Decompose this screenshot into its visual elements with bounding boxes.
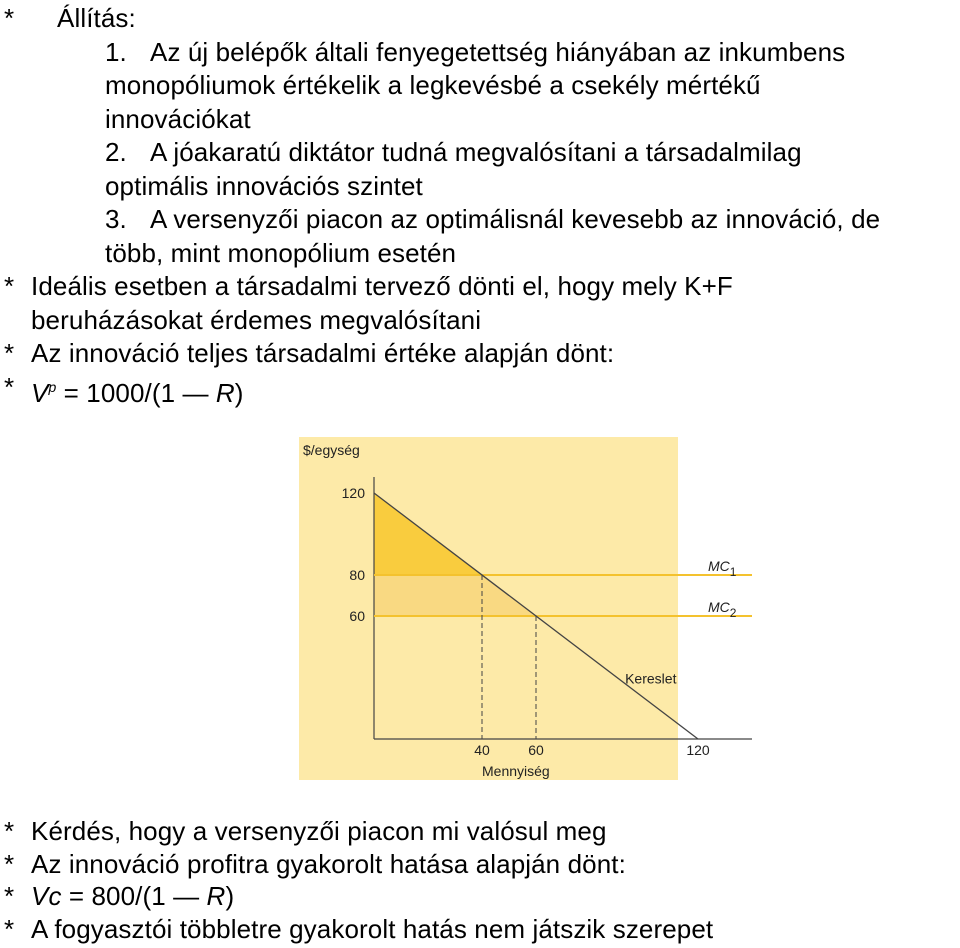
- bullet-marker: *: [4, 271, 15, 301]
- demand-mc-chart: [299, 437, 737, 780]
- bullet-ideal-text-cont: beruházásokat érdemes megvalósítani: [31, 305, 482, 335]
- y-tick-label: 80: [349, 567, 365, 583]
- item-2-number: 2.: [105, 137, 127, 167]
- bullet-consumer-surplus-text: A fogyasztói többletre gyakorolt hatás nem játszik szerepet: [31, 914, 714, 944]
- y-tick-label: 120: [341, 485, 365, 501]
- formula-vp-r: R: [215, 378, 235, 408]
- bullet-marker: *: [4, 816, 15, 846]
- formula-vp-rest: = 1000/(1 —: [56, 378, 216, 408]
- mc1-label: MC1: [708, 558, 737, 579]
- formula-vc-var: Vc: [31, 881, 62, 911]
- x-tick-label: 120: [686, 742, 710, 758]
- heading: Állítás:: [57, 3, 136, 33]
- formula-vp-sup: p: [48, 379, 57, 395]
- formula-vp-close: ): [234, 378, 244, 408]
- formula-vc-close: ): [225, 881, 235, 911]
- item-3-number: 3.: [105, 204, 127, 234]
- mc2-label: MC2: [708, 599, 737, 620]
- bullet-ideal-text: Ideális esetben a társadalmi tervező dönti el, hogy mely K+F: [31, 271, 733, 301]
- item-1-text: Az új belépők általi fenyegetettség hiányában az inkumbens: [150, 37, 846, 67]
- formula-vc-rest: = 800/(1 —: [61, 881, 207, 911]
- x-axis-label: Mennyiség: [482, 763, 550, 779]
- y-tick-label: 60: [349, 608, 365, 624]
- bullet-marker: *: [4, 849, 15, 879]
- bullet-marker: *: [4, 3, 15, 33]
- bullet-marker: *: [4, 881, 15, 911]
- formula-vc: [31, 880, 234, 912]
- mc1-label-subscript: 1: [729, 565, 737, 579]
- item-1-number: 1.: [105, 37, 127, 67]
- chart-svg: [299, 437, 737, 780]
- formula-vp-var: V: [31, 378, 49, 408]
- formula-vc-r: R: [206, 881, 226, 911]
- item-2-text: A jóakaratú diktátor tudná megvalósítani a társadalmilag: [150, 137, 802, 167]
- bullet-marker: *: [4, 372, 15, 402]
- item-2-text-cont: optimális innovációs szintet: [105, 171, 423, 201]
- item-3-text-cont: több, mint monopólium esetén: [105, 238, 457, 268]
- item-1-text-cont2: innovációkat: [105, 104, 251, 134]
- item-3-text: A versenyzői piacon az optimálisnál kevesebb az innováció, de: [150, 204, 881, 234]
- mc2-label-subscript: 2: [729, 606, 737, 620]
- bullet-marker: *: [4, 338, 15, 368]
- demand-label: Kereslet: [625, 670, 677, 687]
- formula-vp: [31, 371, 244, 409]
- bullet-question-text: Kérdés, hogy a versenyzői piacon mi valósul meg: [31, 816, 607, 846]
- bullet-marker: *: [4, 914, 15, 944]
- bullet-profit-text: Az innováció profitra gyakorolt hatása alapján dönt:: [31, 849, 626, 879]
- x-tick-label: 40: [474, 742, 490, 758]
- y-axis-label: $/egység: [303, 442, 360, 458]
- item-1-text-cont: monopóliumok értékelik a legkevésbé a csekély mértékű: [105, 70, 761, 100]
- bullet-innovation-text: Az innováció teljes társadalmi értéke alapján dönt:: [31, 338, 615, 368]
- x-tick-label: 60: [528, 742, 544, 758]
